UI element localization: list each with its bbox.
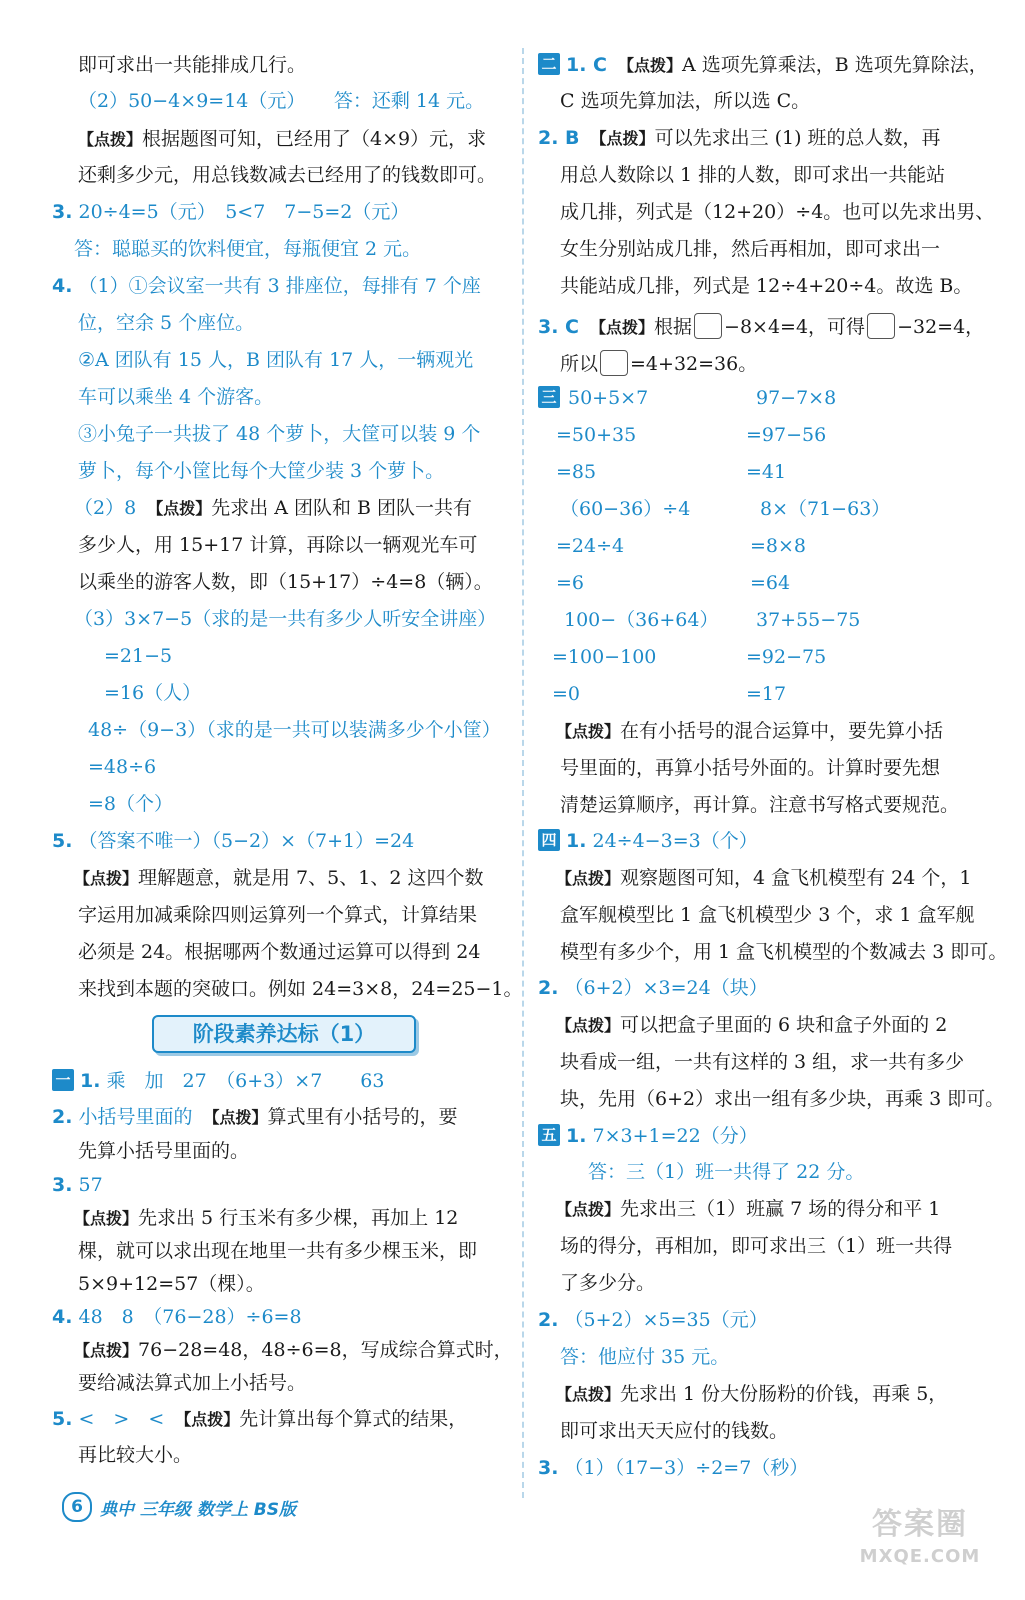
calc-line [552, 642, 656, 672]
text: （1）①会议室一共有 3 排座位，每排有 7 个座 [78, 275, 481, 297]
text: 37+55−75 [756, 609, 861, 631]
text: 76−28=48，48÷6=8，写成综合算式时， [138, 1339, 513, 1361]
text: A 选项先算乘法，B 选项先算除法， [682, 54, 988, 76]
text: 所以 [560, 353, 599, 375]
tip-label: 【点拨】 [183, 1410, 240, 1429]
section-badge: 二 [538, 53, 560, 75]
blank-box [694, 313, 722, 339]
text: 48 8 （76−28）÷6=8 [78, 1306, 302, 1328]
tip-line [560, 900, 975, 930]
text: 先求出 A 团队和 B 团队一共有 [211, 497, 473, 519]
tip-line [74, 1335, 513, 1365]
text: 根据题图可知，已经用了（4×9）元，求 [142, 128, 487, 150]
text: 可以先求出三 (1) 班的总人数，再 [654, 127, 941, 149]
calc-line [556, 568, 584, 598]
text: 57 [78, 1174, 103, 1196]
text: =4+32=36。 [630, 353, 758, 375]
text: =64 [750, 572, 791, 594]
text: =6 [556, 572, 585, 594]
tip-line [538, 50, 988, 80]
tip-line [538, 312, 984, 342]
text: 棵，就可以求出现在地里一共有多少棵玉米，即 [78, 1240, 478, 1262]
answer-line [78, 86, 484, 116]
answer-line [52, 197, 409, 227]
text: 理解题意，就是用 7、5、1、2 这四个数 [138, 867, 484, 889]
text: =17 [746, 683, 787, 705]
tip-line [78, 1269, 265, 1299]
watermark-logo: 答案圈 [872, 1507, 968, 1542]
text: =92−75 [746, 646, 827, 668]
question-number: 4. [52, 1306, 73, 1328]
text: 20÷4=5（元） 5<7 7−5=2（元） [78, 201, 410, 223]
tip-label: 【点拨】 [556, 722, 621, 741]
tip-label: 【点拨】 [556, 1016, 621, 1035]
text: =8（个） [88, 793, 174, 815]
text: C 选项先算加法，所以选 C。 [560, 90, 811, 112]
text: 根据 [654, 316, 693, 338]
text: 来找到本题的突破口。例如 24=3×8，24=25−1。 [78, 978, 523, 1000]
tip-line [52, 1404, 467, 1434]
answer-line [538, 1453, 808, 1483]
text: 还剩多少元，用总钱数减去已经用了的钱数即可。 [78, 164, 497, 186]
calc-line [750, 531, 806, 561]
text: =16（人） [104, 682, 202, 704]
tip-line [74, 493, 472, 523]
text: 答：聪聪买的饮料便宜，每瓶便宜 2 元。 [74, 238, 422, 260]
text: =8×8 [750, 535, 807, 557]
text: 女生分别站成几排，然后再相加，即可求出一 [560, 238, 941, 260]
answer-text: （2）8 [74, 497, 156, 519]
question-number: 2. [538, 1309, 559, 1331]
text: 24÷4−3=3（个） [592, 830, 758, 852]
text: 萝卜，每个小筐比每个大筐少装 3 个萝卜。 [78, 460, 445, 482]
calc-line [746, 420, 826, 450]
text: 盒军舰模型比 1 盒飞机模型少 3 个，求 1 盒军舰 [560, 904, 975, 926]
tip-line [78, 1236, 477, 1266]
question-number: 2. B [538, 127, 599, 149]
tip-line [560, 1231, 952, 1261]
text: 先计算出每个算式的结果， [239, 1408, 468, 1430]
blank-box [600, 350, 628, 376]
tip-label: 【点拨】 [626, 56, 683, 75]
question-number: 3. [52, 201, 73, 223]
text: 答：三（1）班一共得了 22 分。 [588, 1161, 865, 1183]
book-title: 典中 三年级 数学上 BS版 [100, 1499, 296, 1520]
tip-line [556, 1194, 940, 1224]
text: 100−（36+64） [564, 609, 719, 631]
tip-line [538, 123, 941, 153]
text: （答案不唯一）（5−2）×（7+1）=24 [78, 830, 415, 852]
calc-line [560, 494, 690, 524]
tip-line [556, 1379, 947, 1409]
text: （3）3×7−5（求的是一共有多少人听安全讲座） [74, 608, 497, 630]
answer-line [538, 973, 768, 1003]
text: 5×9+12=57（棵）。 [78, 1273, 265, 1295]
text: =97−56 [746, 424, 827, 446]
question-number: 1. C [566, 54, 626, 76]
text: 先求出 5 行玉米有多少棵，再加上 12 [138, 1207, 459, 1229]
answer-line [52, 1170, 103, 1200]
text: −32=4， [897, 316, 985, 338]
answer-line [52, 271, 481, 301]
text: 可以把盒子里面的 6 块和盒子外面的 2 [620, 1014, 948, 1036]
tip-line [560, 790, 959, 820]
answer-text: < > < [78, 1408, 184, 1430]
text: 48÷（9−3）（求的是一共可以装满多少个小筐） [88, 719, 501, 741]
tip-line [560, 197, 994, 227]
text: 8×（71−63） [760, 498, 891, 520]
text: 再比较大小。 [78, 1444, 193, 1466]
question-number: 2. [538, 977, 559, 999]
answer-line [88, 752, 156, 782]
text: 多少人，用 15+17 计算，再除以一辆观光车可 [78, 534, 478, 556]
answer-line [88, 789, 173, 819]
section-badge: 五 [538, 1124, 560, 1146]
tip-line [78, 567, 493, 597]
tip-line [560, 1047, 964, 1077]
tip-line [560, 1416, 788, 1446]
tip-label: 【点拨】 [74, 1341, 139, 1360]
answer-line [560, 1342, 729, 1372]
tip-line [78, 937, 480, 967]
page-number: 6 [62, 1492, 92, 1522]
tip-line [74, 863, 483, 893]
section-badge: 一 [52, 1069, 74, 1091]
tip-label: 【点拨】 [74, 869, 139, 888]
answer-line [74, 234, 421, 264]
text: 答：他应付 35 元。 [560, 1346, 730, 1368]
text: 先求出 1 份大份肠粉的价钱，再乘 5， [620, 1383, 948, 1405]
answer-line [78, 419, 480, 449]
text: 了多少分。 [560, 1272, 656, 1294]
tip-line [74, 1203, 458, 1233]
tip-line [78, 1368, 306, 1398]
calc-line [564, 605, 718, 635]
tip-line [560, 234, 940, 264]
text: （6+2）×3=24（块） [564, 977, 768, 999]
tip-label: 【点拨】 [556, 1200, 621, 1219]
calc-line [568, 383, 648, 413]
calc-line [556, 420, 636, 450]
tip-label: 【点拨】 [74, 1209, 139, 1228]
text: 块看成一组，一共有这样的 3 组，求一共有多少 [560, 1051, 965, 1073]
answer-line [52, 1066, 384, 1096]
text: 块，先用（6+2）求出一组有多少块，再乘 3 即可。 [560, 1088, 1005, 1110]
tip-line [78, 124, 486, 154]
text: −8×4=4，可得 [724, 316, 866, 338]
text: 要给减法算式加上小括号。 [78, 1372, 307, 1394]
question-number: 1. [566, 830, 587, 852]
tip-line [78, 900, 477, 930]
text: 场的得分，再相加，即可求出三（1）班一共得 [560, 1235, 953, 1257]
answer-line [88, 715, 501, 745]
text: （5+2）×5=35（元） [564, 1309, 768, 1331]
tip-line [556, 1010, 947, 1040]
tip-line [560, 160, 945, 190]
text: （2）50−4×9=14（元） 答：还剩 14 元。 [78, 90, 485, 112]
tip-line [560, 271, 972, 301]
question-number: 3. [52, 1174, 73, 1196]
answer-line [538, 826, 758, 856]
text: 即可求出天天应付的钱数。 [560, 1420, 789, 1442]
tip-label: 【点拨】 [78, 130, 143, 149]
answer-line [74, 604, 496, 634]
text: 共能站成几排，列式是 12÷4+20÷4。故选 B。 [560, 275, 973, 297]
text: =41 [746, 461, 787, 483]
text: 位，空余 5 个座位。 [78, 312, 255, 334]
text-line [78, 50, 306, 80]
tip-label: 【点拨】 [211, 1108, 268, 1127]
text: 先算小括号里面的。 [78, 1140, 250, 1162]
text: 50+5×7 [568, 387, 649, 409]
tip-label: 【点拨】 [598, 129, 655, 148]
watermark-url: MXQE.COM [859, 1546, 981, 1567]
question-number: 2. [52, 1106, 73, 1128]
calc-line [756, 605, 860, 635]
section-badge: 四 [538, 829, 560, 851]
tip-line [78, 974, 523, 1004]
calc-line [556, 457, 596, 487]
text: 用总人数除以 1 排的人数，即可求出一共能站 [560, 164, 946, 186]
tip-line [78, 160, 496, 190]
text: 模型有多少个，用 1 盒飞机模型的个数减去 3 即可。 [560, 941, 1008, 963]
question-number: 5. [52, 1408, 73, 1430]
tip-line [52, 1102, 458, 1132]
answer-line [78, 456, 444, 486]
section-banner [152, 1015, 416, 1053]
column-divider [522, 48, 524, 1498]
watermark [845, 1505, 995, 1575]
answer-line [78, 308, 254, 338]
answer-line [78, 382, 273, 412]
text: 先求出三（1）班赢 7 场的得分和平 1 [620, 1198, 941, 1220]
calc-header [538, 383, 566, 413]
text: 号里面的，再算小括号外面的。计算时要先想 [560, 757, 941, 779]
tip-line [556, 716, 943, 746]
text: （60−36）÷4 [560, 498, 691, 520]
page-footer [62, 1492, 296, 1522]
answer-line [52, 826, 414, 856]
calc-line [746, 679, 786, 709]
tip-line [560, 1084, 1004, 1114]
question-number: 3. C [538, 316, 598, 338]
question-number: 5. [52, 830, 73, 852]
tip-label: 【点拨】 [155, 499, 212, 518]
text: 7×3+1=22（分） [592, 1125, 758, 1147]
section-title: 阶段素养达标（1） [192, 1022, 376, 1046]
text: =85 [556, 461, 597, 483]
text: =100−100 [552, 646, 657, 668]
text: ②A 团队有 15 人，B 团队有 17 人，一辆观光 [78, 349, 474, 371]
text: 成几排，列式是（12+20）÷4。也可以先求出男、 [560, 201, 995, 223]
tip-line [560, 86, 810, 116]
text: 必须是 24。根据哪两个数通过运算可以得到 24 [78, 941, 481, 963]
tip-line [560, 1268, 655, 1298]
question-number: 3. [538, 1457, 559, 1479]
calc-line [756, 383, 836, 413]
tip-line [560, 937, 1007, 967]
answer-line [588, 1157, 864, 1187]
section-badge: 三 [538, 386, 560, 408]
text: 算式里有小括号的，要 [267, 1106, 458, 1128]
tip-line [78, 1440, 192, 1470]
calc-line [746, 642, 826, 672]
tip-line [78, 1136, 249, 1166]
text: 在有小括号的混合运算中，要先算小括 [620, 720, 944, 742]
text: 97−7×8 [756, 387, 837, 409]
text: =24÷4 [556, 535, 625, 557]
tip-line [556, 863, 972, 893]
calc-line [760, 494, 890, 524]
tip-label: 【点拨】 [598, 318, 655, 337]
text: 清楚运算顺序，再计算。注意书写格式要规范。 [560, 794, 960, 816]
tip-line [560, 753, 940, 783]
answer-line [78, 345, 473, 375]
text: 字运用加减乘除四则运算列一个算式，计算结果 [78, 904, 478, 926]
tip-line [560, 349, 757, 379]
text: =0 [552, 683, 581, 705]
text: 车可以乘坐 4 个游客。 [78, 386, 274, 408]
answer-line [538, 1121, 758, 1151]
answer-line [104, 678, 201, 708]
text: 乘 加 27 （6+3）×7 63 [106, 1070, 385, 1092]
answer-line [104, 641, 172, 671]
blank-box [867, 313, 895, 339]
text: 观察题图可知，4 盒飞机模型有 24 个，1 [620, 867, 972, 889]
answer-text: 小括号里面的 [78, 1106, 212, 1128]
answer-line [538, 1305, 768, 1335]
question-number: 1. [80, 1070, 101, 1092]
tip-line [78, 530, 477, 560]
text: =50+35 [556, 424, 637, 446]
calc-line [556, 531, 624, 561]
answer-line [52, 1302, 302, 1332]
question-number: 4. [52, 275, 73, 297]
text: ③小兔子一共拔了 48 个萝卜，大筐可以装 9 个 [78, 423, 481, 445]
calc-line [746, 457, 786, 487]
text: =21−5 [104, 645, 173, 667]
text: 即可求出一共能排成几行。 [78, 54, 307, 76]
calc-line [552, 679, 580, 709]
calc-line [750, 568, 790, 598]
text: =48÷6 [88, 756, 157, 778]
tip-label: 【点拨】 [556, 869, 621, 888]
tip-label: 【点拨】 [556, 1385, 621, 1404]
question-number: 1. [566, 1125, 587, 1147]
text: （1）（17−3）÷2=7（秒） [564, 1457, 809, 1479]
text: 以乘坐的游客人数，即（15+17）÷4=8（辆）。 [78, 571, 493, 593]
